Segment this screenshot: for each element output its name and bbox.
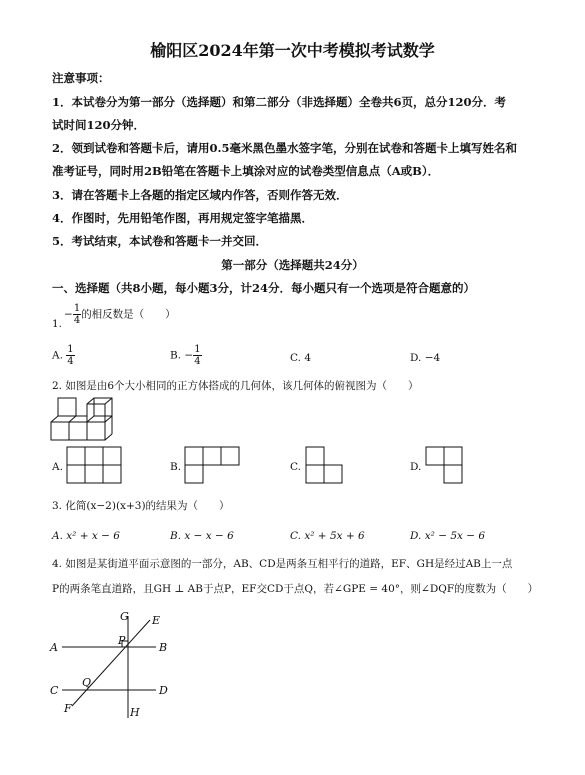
q2-option-c-figure [305, 446, 343, 484]
q1-number: 1. [52, 318, 63, 330]
q1-sign: − [64, 308, 73, 321]
label-c: C [50, 684, 59, 697]
notice-item-5: 5．考试结束，本试卷和答题卡一并交回． [52, 234, 267, 248]
q4-street-diagram [44, 606, 194, 724]
notice-item-3: 3．请在答题卡上各题的指定区域内作答，否则作答无效． [52, 188, 348, 202]
section1-heading: 一、选择题（共8小题，每小题3分，计24分．每小题只有一个选项是符合题意的） [52, 281, 476, 295]
q1-option-a: A. $\frac{1}{4}$ [52, 344, 74, 367]
q4-stem-line1: 4. 如图是某街道平面示意图的一部分，AB、CD是两条互相平行的道路，EF、GH是经过AB上一点 [52, 558, 513, 570]
q3-option-b: B. x − x − 6 [170, 530, 234, 542]
q1-frac-den: 4 [73, 315, 81, 326]
label-p: P [118, 634, 126, 647]
label-g: G [120, 610, 129, 623]
label-e: E [152, 614, 161, 627]
label-b: B [159, 641, 168, 654]
q2-option-b-figure [184, 446, 240, 484]
label-d: D [159, 684, 168, 697]
q3-stem: 3. 化简(x−2)(x+3)的结果为（ ） [52, 500, 230, 512]
notice-item-2: 2．领到试卷和答题卡后，请用0.5毫米黑色墨水签字笔，分别在试卷和答题卡上填写姓名和 [52, 141, 518, 155]
page-title: 榆阳区2024年第一次中考模拟考试数学 [150, 41, 435, 60]
q4-stem-line2: P的两条笔直道路，且GH ⊥ AB于点P，EF交CD于点Q，若∠GPE = 40°，则∠DQF的度数为（ ） [52, 583, 539, 595]
q2-option-a-label: A. [52, 461, 63, 473]
q1-frac-num: 1 [73, 303, 81, 314]
q1-stem-tail: 的相反数是（ ） [81, 308, 176, 321]
q1-option-b: B. − $\frac{1}{4}$ [170, 344, 201, 367]
notice-item-1-cont: 试时间120分钟． [52, 118, 146, 132]
q1-stem [64, 303, 176, 326]
q3-option-c: C. x² + 5x + 6 [290, 530, 365, 542]
label-h: H [130, 706, 140, 719]
notice-heading: 注意事项： [52, 71, 110, 85]
q2-option-d-label: D. [410, 461, 422, 473]
part1-title: 第一部分（选择题共24分） [221, 258, 364, 272]
label-f: F [64, 702, 72, 715]
notice-item-2-cont: 准考证号，同时用2B铅笔在答题卡上填涂对应的试卷类型信息点（A或B）． [52, 164, 440, 178]
q3-option-d: D. x² − 5x − 6 [410, 530, 486, 542]
q3-option-a: A. x² + x − 6 [52, 530, 120, 542]
q2-option-c-label: C. [290, 461, 301, 473]
q2-option-d-figure [425, 446, 463, 484]
q2-stem: 2. 如图是由6个大小相同的正方体搭成的几何体，该几何体的俯视图为（ ） [52, 380, 419, 392]
q2-option-a-figure [66, 446, 122, 484]
q2-solid-figure [50, 396, 122, 442]
label-a: A [50, 641, 58, 654]
notice-item-4: 4．作图时，先用铅笔作图，再用规定签字笔描黑． [52, 211, 313, 225]
q1-option-d: D. −4 [410, 352, 441, 364]
notice-item-1: 1．本试卷分为第一部分（选择题）和第二部分（非选择题）全卷共6页，总分120分．考 [52, 95, 507, 109]
label-q: Q [82, 676, 92, 689]
q2-option-b-label: B. [170, 461, 182, 473]
q1-option-c: C. 4 [290, 352, 312, 364]
